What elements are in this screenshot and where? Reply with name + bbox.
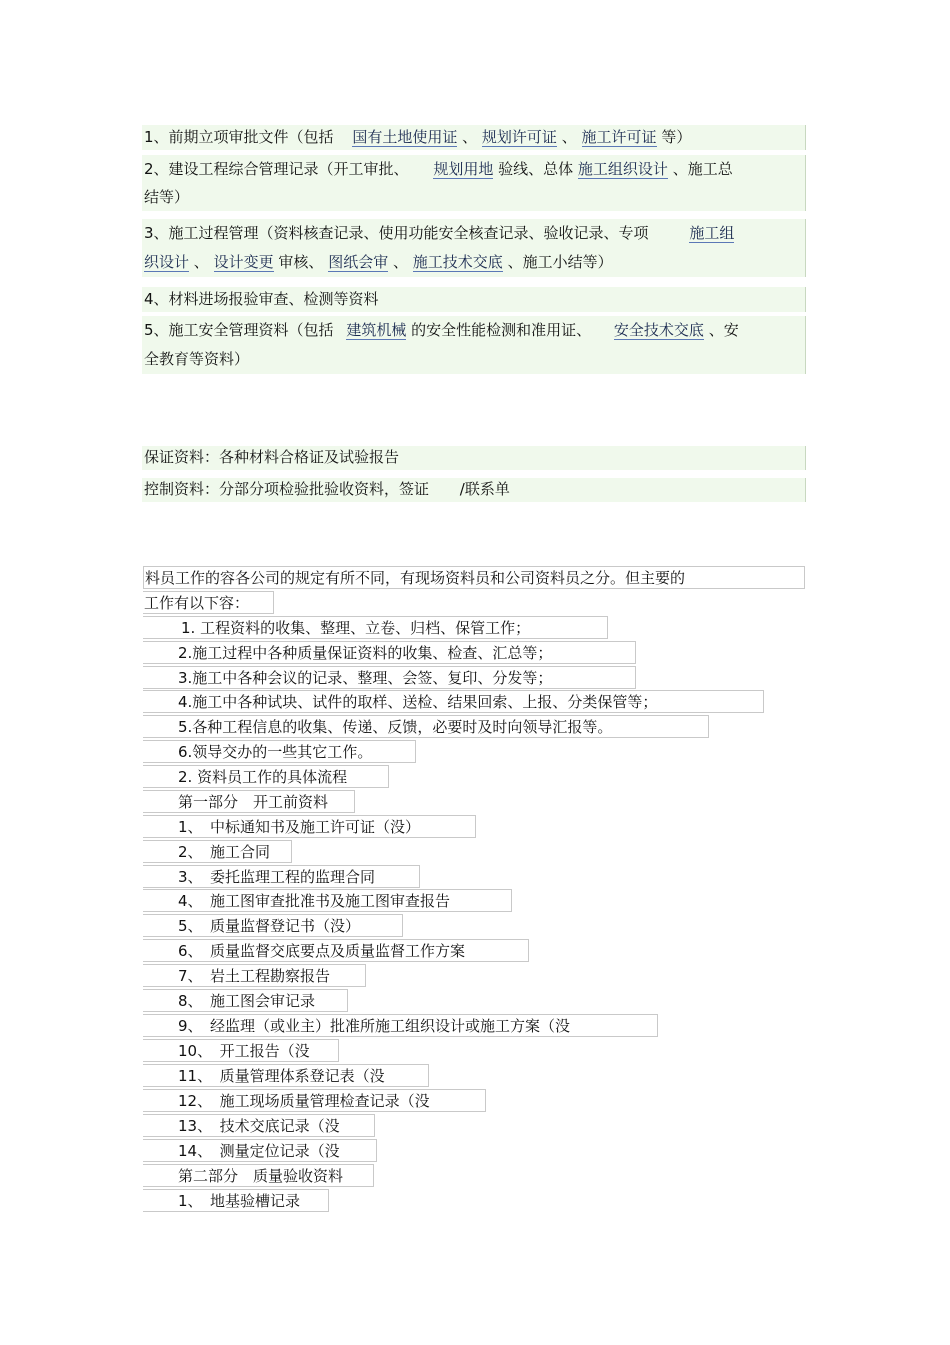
process-line: 1. 工程资料的收集、整理、立卷、归档、保管工作； xyxy=(143,616,608,639)
process-line: 4.施工中各种试块、试件的取样、送检、结果回索、上报、分类保管等； xyxy=(143,690,764,713)
item-3-sep: 、 xyxy=(193,253,209,271)
item-3-sep: 、 xyxy=(392,253,408,271)
item-2-mid: 验线、总体 xyxy=(498,160,574,178)
link-special-organization-design-cont[interactable]: 织设计 xyxy=(144,253,190,271)
item-4-text: 4、材料进场报验审查、检测等资料 xyxy=(144,290,379,308)
item-5-mid: 的安全性能检测和准用证、 xyxy=(411,321,592,339)
item-1-text: 1、前期立项审批文件（包括 xyxy=(144,128,334,146)
process-line: 1、 地基验槽记录 xyxy=(143,1189,329,1212)
link-construction-machinery[interactable]: 建筑机械 xyxy=(346,321,407,339)
item-3-post: 、施工小结等） xyxy=(507,253,613,271)
process-line: 3、 委托监理工程的监理合同 xyxy=(143,865,420,888)
item-3-text: 3、施工过程管理（资料核查记录、使用功能安全核查记录、验收记录、专项 xyxy=(144,224,649,242)
item-2-post: 、施工总 xyxy=(672,160,733,178)
link-design-change[interactable]: 设计变更 xyxy=(213,253,274,271)
process-line: 11、 质量管理体系登记表（没 xyxy=(143,1064,429,1087)
item-5-text: 5、施工安全管理资料（包括 xyxy=(144,321,334,339)
control-text: 控制资料：分部分项检验批验收资料，签证 xyxy=(144,480,430,498)
guarantee-text: 保证资料：各种材料合格证及试验报告 xyxy=(144,448,400,466)
item-5-post: 、安 xyxy=(708,321,739,339)
item-2-text: 2、建设工程综合管理记录（开工审批、 xyxy=(144,160,409,178)
process-line: 7、 岩土工程勘察报告 xyxy=(143,964,366,987)
process-line: 第二部分 质量验收资料 xyxy=(143,1164,374,1187)
process-line: 1、 中标通知书及施工许可证（没） xyxy=(143,815,476,838)
control-row xyxy=(142,478,806,502)
item-5-line2: 全教育等资料） xyxy=(144,350,250,368)
item-4 xyxy=(142,287,806,312)
process-line: 13、 技术交底记录（没 xyxy=(143,1114,375,1137)
item-2 xyxy=(142,155,806,211)
process-line: 8、 施工图会审记录 xyxy=(143,989,348,1012)
item-1-post: 等） xyxy=(661,128,692,146)
link-special-organization-design[interactable]: 施工组 xyxy=(689,224,735,242)
item-5 xyxy=(142,316,806,374)
process-line: 5、 质量监督登记书（没） xyxy=(143,914,403,937)
item-1-sep: 、 xyxy=(462,128,478,146)
process-line: 2、 施工合同 xyxy=(143,840,292,863)
link-safety-disclosure[interactable]: 安全技术交底 xyxy=(613,321,704,339)
process-line: 10、 开工报告（没 xyxy=(143,1039,339,1062)
item-1 xyxy=(142,125,806,150)
item-3 xyxy=(142,219,806,277)
process-line: 2. 资料员工作的具体流程 xyxy=(143,765,389,788)
process-line: 2.施工过程中各种质量保证资料的收集、检查、汇总等； xyxy=(143,641,636,664)
link-construction-organization-design[interactable]: 施工组织设计 xyxy=(577,160,668,178)
process-line: 6.领导交办的一些其它工作。 xyxy=(143,740,416,763)
link-planning-land[interactable]: 规划用地 xyxy=(433,160,494,178)
process-line: 14、 测量定位记录（没 xyxy=(143,1139,377,1162)
process-line: 第一部分 开工前资料 xyxy=(143,790,355,813)
item-2-line2: 结等） xyxy=(144,188,190,206)
link-land-use-certificate[interactable]: 国有土地使用证 xyxy=(352,128,458,146)
intro-line-2: 工作有以下容： xyxy=(143,591,274,614)
link-drawing-review[interactable]: 图纸会审 xyxy=(328,253,389,271)
process-line: 12、 施工现场质量管理检查记录（没 xyxy=(143,1089,486,1112)
process-line: 9、 经监理（或业主）批准所施工组织设计或施工方案（没 xyxy=(143,1014,658,1037)
control-post: /联系单 xyxy=(459,480,510,498)
item-3-mid: 审核、 xyxy=(278,253,324,271)
link-construction-permit[interactable]: 施工许可证 xyxy=(581,128,657,146)
process-line: 3.施工中各种会议的记录、整理、会签、复印、分发等； xyxy=(143,666,636,689)
link-technical-disclosure[interactable]: 施工技术交底 xyxy=(412,253,503,271)
guarantee-row xyxy=(142,446,806,470)
intro-line-1: 料员工作的容各公司的规定有所不同，有现场资料员和公司资料员之分。但主要的 xyxy=(143,566,805,589)
link-planning-permit[interactable]: 规划许可证 xyxy=(481,128,557,146)
process-line: 5.各种工程信息的收集、传递、反馈，必要时及时向领导汇报等。 xyxy=(143,715,709,738)
process-line: 4、 施工图审查批准书及施工图审查报告 xyxy=(143,889,512,912)
item-1-sep: 、 xyxy=(561,128,577,146)
process-line: 6、 质量监督交底要点及质量监督工作方案 xyxy=(143,939,529,962)
